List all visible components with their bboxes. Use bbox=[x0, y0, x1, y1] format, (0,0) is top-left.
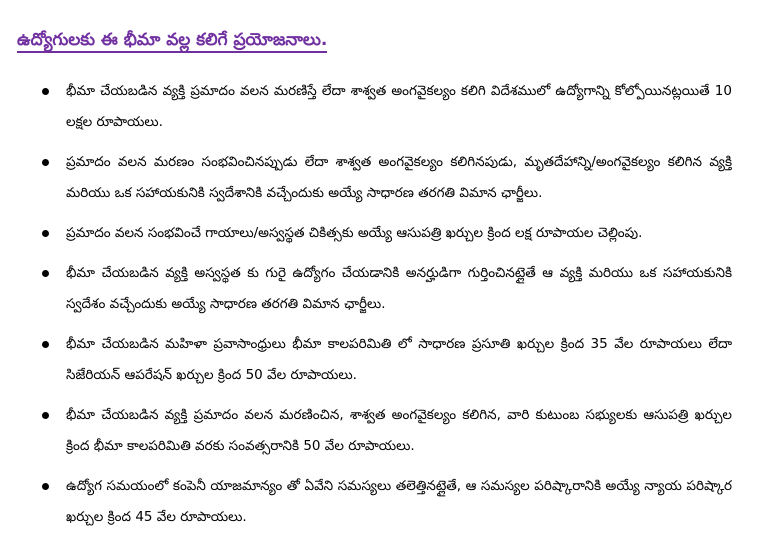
bullet-icon bbox=[42, 159, 49, 166]
benefit-item-2 bbox=[40, 147, 732, 209]
benefits-list bbox=[40, 76, 732, 542]
benefit-item-7 bbox=[40, 471, 732, 533]
bullet-icon bbox=[42, 341, 49, 348]
benefit-item-1 bbox=[40, 76, 732, 138]
benefit-text: భీమా చేయబడిన వ్యక్తి ప్రమాదం వలన మరణిస్తే లేదా శాశ్వత అంగవైకల్యం కలిగి విదేశములో ఉద్యోగాన్ని కోల్పోయినట్లయితే 10 లక్షల రూపాయలు. bbox=[66, 83, 732, 130]
benefit-item-6 bbox=[40, 400, 732, 462]
benefit-text: భీమా చేయబడిన మహిళా ప్రవాసాంధ్రులు భీమా కాలపరిమితి లో సాధారణ ప్రసూతి ఖర్చుల క్రింద 35 వేల రూపాయలు లేదా సిజేరియన్ ఆపరేషన్ ఖర్చుల క్రింద 50 వేల రూపాయలు. bbox=[66, 336, 732, 383]
benefit-text: ప్రమాదం వలన సంభవించే గాయాలు/అస్వస్థత చికిత్సకు అయ్యే ఆసుపత్రి ఖర్చుల క్రింద లక్ష రూపాయల చెల్లింపు. bbox=[66, 225, 643, 241]
page-title bbox=[17, 28, 327, 52]
benefit-text: భీమా చేయబడిన వ్యక్తి అస్వస్థత కు గురై ఉద్యోగం చేయడానికి అనర్హుడిగా గుర్తించినట్లైతే ఆ వ్యక్తి మరియు ఒక సహాయకునికి స్వదేశం వచ్చేందుకు అయ్యే సాధారణ తరగతి విమాన ఛార్జీలు. bbox=[66, 265, 732, 312]
benefit-item-4 bbox=[40, 258, 732, 320]
benefit-text: ప్రమాదం వలన మరణం సంభవించినప్పుడు లేదా శాశ్వత అంగవైకల్యం కలిగినపుడు, మృతదేహాన్ని/అంగవైకల్యం కలిగిన వ్యక్తి మరియు ఒక సహాయకునికి స్వదేశానికి వచ్చేందుకు అయ్యే సాధారణ తరగతి విమాన ఛార్జీలు. bbox=[66, 154, 732, 201]
bullet-icon bbox=[42, 270, 49, 277]
bullet-icon bbox=[42, 230, 49, 237]
benefit-text: భీమా చేయబడిన వ్యక్తి ప్రమాదం వలన మరణించిన, శాశ్వత అంగవైకల్యం కలిగిన, వారి కుటుంబ సభ్యులకు ఆసుపత్రి ఖర్చుల క్రింద భీమా కాలపరిమితి వరకు సంవత్సరానికి 50 వేల రూపాయలు. bbox=[66, 407, 732, 454]
page-title-text: ఉద్యోగులకు ఈ భీమా వల్ల కలిగే ప్రయోజనాలు. bbox=[17, 30, 327, 53]
bullet-icon bbox=[42, 483, 49, 490]
bullet-icon bbox=[42, 412, 49, 419]
benefit-item-3 bbox=[40, 218, 732, 249]
benefit-item-5 bbox=[40, 329, 732, 391]
bullet-icon bbox=[42, 88, 49, 95]
benefit-text: ఉద్యోగ సమయంలో కంపెనీ యాజమాన్యం తో ఏవేని సమస్యలు తలెత్తినట్లైతే, ఆ సమస్యల పరిష్కారానికి అయ్యే న్యాయ పరిష్కార ఖర్చుల క్రింద 45 వేల రూపాయలు. bbox=[66, 478, 732, 525]
